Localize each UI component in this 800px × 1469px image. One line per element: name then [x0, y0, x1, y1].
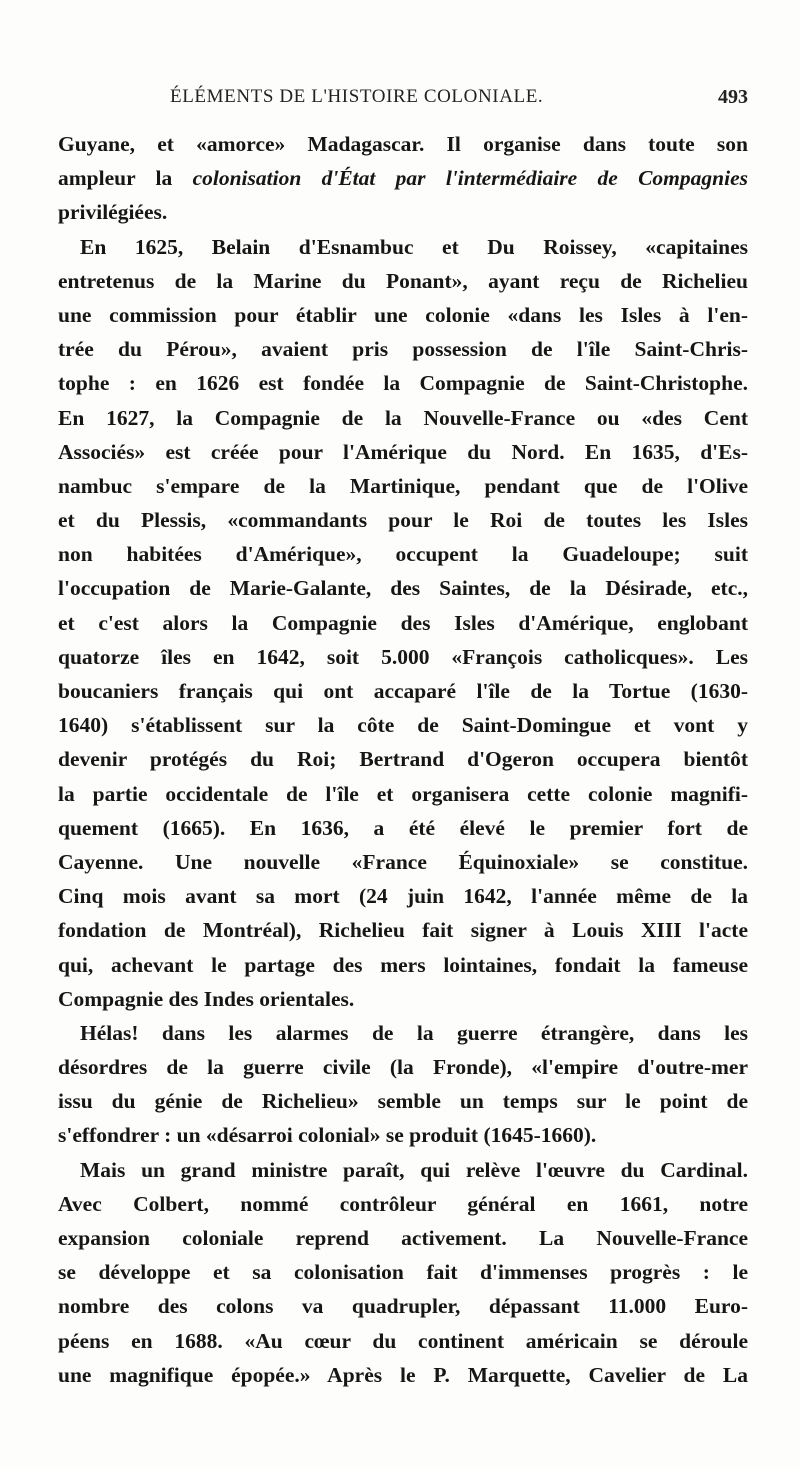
text-line: une magnifique épopée.» Après le P. Marquette, Cavelier de La	[58, 1362, 748, 1387]
text-line: entretenus de la Marine du Ponant», ayant reçu de Richelieu	[58, 268, 748, 293]
text-line: s'effondrer : un «désarroi colonial» se produit (1645-1660).	[58, 1123, 597, 1148]
text-line: Associés» est créée pour l'Amérique du Nord. En 1635, d'Es-	[58, 439, 748, 464]
text-line: Cinq mois avant sa mort (24 juin 1642, l'année même de la	[58, 884, 748, 909]
text-line: Compagnie des Indes orientales.	[58, 986, 355, 1011]
text-line: devenir protégés du Roi; Bertrand d'Ogeron occupera bientôt	[58, 747, 748, 772]
text-line: une commission pour établir une colonie «dans les Isles à l'en-	[58, 302, 748, 327]
text-line: l'occupation de Marie-Galante, des Saintes, de la Désirade, etc.,	[58, 576, 748, 601]
text-line: quatorze îles en 1642, soit 5.000 «François catholicques». Les	[58, 644, 748, 669]
text-line: boucaniers français qui ont accaparé l'île de la Tortue (1630-	[58, 679, 748, 703]
text-run: ampleur la	[58, 166, 193, 191]
text-line: nombre des colons va quadrupler, dépassant 11.000 Euro-	[58, 1294, 748, 1319]
text-line: En 1625, Belain d'Esnambuc et Du Roissey, «capitaines	[80, 234, 748, 259]
running-title: ÉLÉMENTS DE L'HISTOIRE COLONIALE.	[170, 86, 544, 107]
text-line: 1640) s'établissent sur la côte de Saint-Domingue et vont y	[58, 713, 748, 738]
page-number: 493	[718, 86, 748, 108]
running-head	[58, 86, 748, 114]
text-line: nambuc s'empare de la Martinique, pendant que de l'Olive	[58, 473, 748, 498]
text-line: privilégiées.	[58, 200, 168, 225]
text-line: désordres de la guerre civile (la Fronde), «l'empire d'outre-mer	[58, 1055, 748, 1080]
text-line: qui, achevant le partage des mers lointaines, fondait la fameuse	[58, 952, 748, 977]
text-line: Guyane, et «amorce» Madagascar. Il organise dans toute son	[58, 132, 748, 156]
text-line: expansion coloniale reprend activement. La Nouvelle-France	[58, 1226, 748, 1250]
text-line: Cayenne. Une nouvelle «France Équinoxiale» se constitue.	[58, 849, 748, 874]
text-line: péens en 1688. «Au cœur du continent américain se déroule	[58, 1328, 748, 1353]
text-line: la partie occidentale de l'île et organisera cette colonie magnifi-	[58, 781, 748, 806]
text-line: se développe et sa colonisation fait d'immenses progrès : le	[58, 1260, 748, 1285]
text-line	[58, 161, 748, 195]
text-line: tophe : en 1626 est fondée la Compagnie de Saint-Christophe.	[58, 371, 748, 396]
text-line: non habitées d'Amérique», occupent la Guadeloupe; suit	[58, 542, 748, 567]
text-line: fondation de Montréal), Richelieu fait signer à Louis XIII l'acte	[58, 918, 748, 943]
text-line: Hélas! dans les alarmes de la guerre étrangère, dans les	[80, 1020, 748, 1045]
text-line: et du Plessis, «commandants pour le Roi de toutes les Isles	[58, 508, 748, 533]
text-line: En 1627, la Compagnie de la Nouvelle-France ou «des Cent	[58, 405, 748, 430]
text-line: Avec Colbert, nommé contrôleur général en 1661, notre	[58, 1191, 748, 1216]
text-line: Mais un grand ministre paraît, qui relève l'œuvre du Cardinal.	[80, 1157, 748, 1182]
text-line: quement (1665). En 1636, a été élevé le premier fort de	[58, 815, 748, 840]
text-line: issu du génie de Richelieu» semble un temps sur le point de	[58, 1089, 748, 1114]
text-line: trée du Pérou», avaient pris possession de l'île Saint-Chris-	[58, 337, 748, 362]
body-text	[58, 127, 748, 1392]
text-line: et c'est alors la Compagnie des Isles d'Amérique, englobant	[58, 610, 748, 635]
italic-phrase: colonisation d'État par l'intermédiaire de Compagnies	[192, 166, 748, 191]
